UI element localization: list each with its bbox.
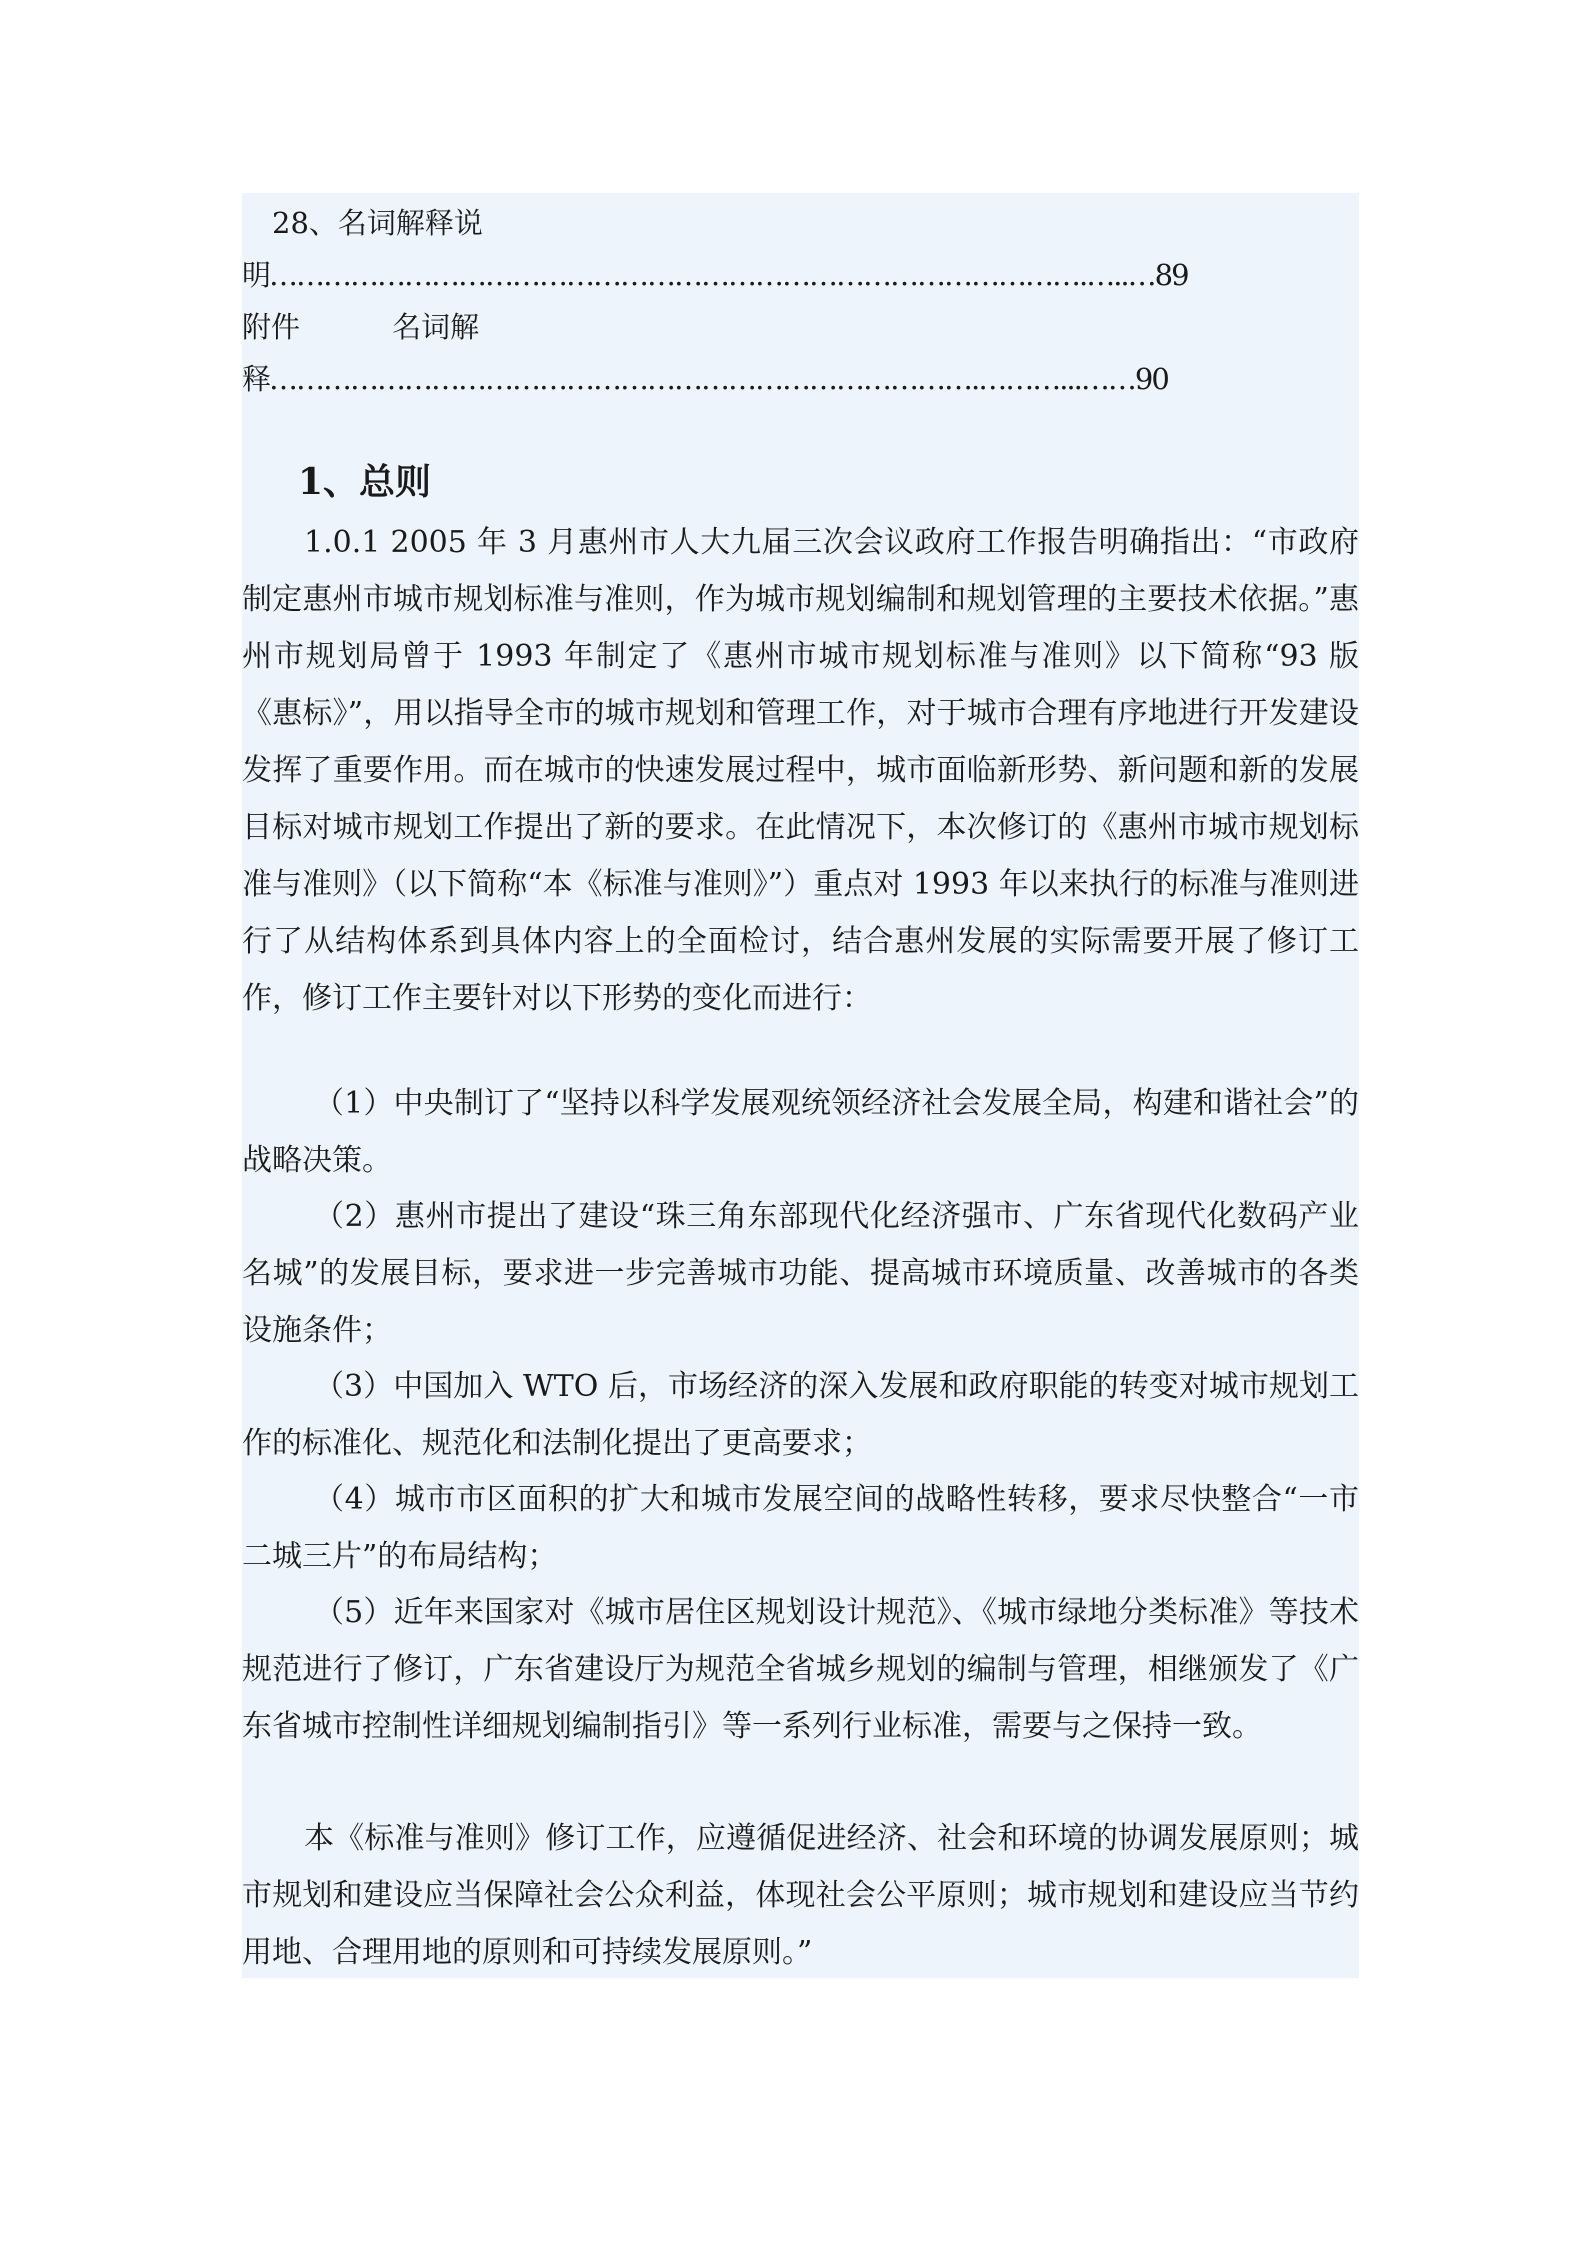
list-item-5: （5）近年来国家对《城市居住区规划设计规范》、《城市绿地分类标准》等技术规范进行了修订，广东省建设厅为规范全省城乡规划的编制与管理，相继颁发了《广东省城市控制性详细规划编制指引》等一系列行业标准，需要与之保持一致。 xyxy=(242,1595,1359,1744)
intro-paragraph: 1.0.1 2005 年 3 月惠州市人大九届三次会议政府工作报告明确指出：“市政府制定惠州市城市规划标准与准则，作为城市规划编制和规划管理的主要技术依据。”惠州市规划局曾于 1993 年制定了《惠州市城市规划标准与准则》以下简称“93 版《惠标》”，用以指导全市的城市规划和管理工作，对于城市合理有序地进行开发建设发挥了重要作用。而在城市的快速发展过程中，城市面临新形势、新问题和新的发展目标对城市规划工作提出了新的要求。在此情况下，本次修订的《惠州市城市规划标准与准则》（以下简称“本《标准与准则》”）重点对 1993 年以来执行的标准与准则进行了从结构体系到具体内容上的全面检讨，结合惠州发展的实际需要开展了修订工作，修订工作主要针对以下形势的变化而进行： xyxy=(242,525,1359,1016)
list-item-2: （2）惠州市提出了建设“珠三角东部现代化经济强市、广东省现代化数码产业名城”的发展目标，要求进一步完善城市功能、提高城市环境质量、改善城市的各类设施条件； xyxy=(242,1199,1359,1348)
toc-appendix-title: 附件 名词解 xyxy=(242,310,480,344)
list-item-4: （4）城市市区面积的扩大和城市发展空间的战略性转移，要求尽快整合“一市二城三片”的布局结构； xyxy=(242,1482,1359,1574)
list-item-1: （1）中央制订了“坚持以科学发展观统领经济社会发展全局，构建和谐社会”的战略决策。 xyxy=(242,1086,1359,1178)
document-content xyxy=(242,193,1359,1978)
toc-item-28-title: 28、名词解释说 xyxy=(272,206,483,240)
toc-item-28-leader: 明……………………………………………………………………………….…..…89 xyxy=(242,258,1188,292)
section-heading: 1、总则 xyxy=(298,461,432,503)
list-item-3: （3）中国加入 WTO 后，市场经济的深入发展和政府职能的转变对城市规划工作的标准化、规范化和法制化提出了更高要求； xyxy=(242,1369,1359,1461)
closing-paragraph: 本《标准与准则》修订工作，应遵循促进经济、社会和环境的协调发展原则；城市规划和建设应当保障社会公众利益，体现社会公平原则；城市规划和建设应当节约用地、合理用地的原则和可持续发展原则。” xyxy=(242,1821,1359,1970)
toc-appendix-leader: 释…………………………………………………………………….………...……90 xyxy=(242,362,1168,396)
